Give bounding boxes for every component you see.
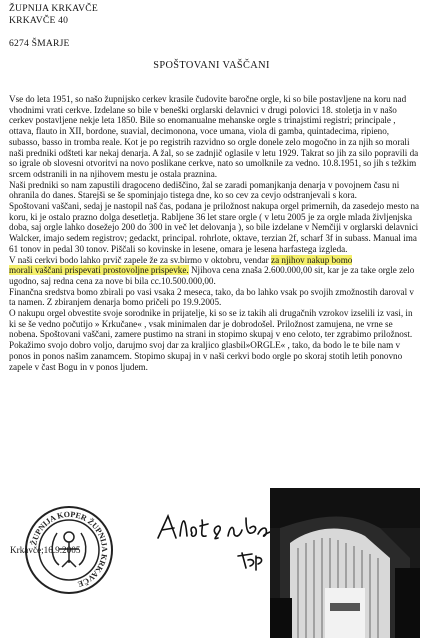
paragraph-price bbox=[9, 255, 421, 287]
sender-street: KRKAVČE 40 bbox=[9, 15, 69, 26]
sender-postcode-city: 6274 ŠMARJE bbox=[9, 38, 70, 49]
letter-body bbox=[9, 94, 421, 372]
paragraph-appeal: O nakupu orgel obvestite svoje sorodnike in prijatelje, ki so se iz takih ali drugačnih vzrokov izselili iz vasi, in ki se še vedno počutijo » Krkučane« , vsak minimalen dar je dobrodošel. Priložnost zamujena, ne vrne se nobena. Spoštovani vaščani, zamere pustimo na strani in stopimo skupaj v eno celoto, ter zgrabimo priložnost. Pokažimo svojo dobro voljo, darujmo svoj dar za kraljico glasbil»ORGLE« , tako, da bodo le te bile nam v ponos in ponos našim zanamcem. Stopimo skupaj in v naši cerkvi bodo orgle po skoraj stotih letih ponovno zapele v čast Bogu in v ponos ljudem. bbox=[9, 308, 413, 372]
sender-parish-name: ŽUPNIJA KRKAVČE bbox=[9, 3, 98, 14]
price-text-before: V naši cerkvi bodo lahko prvič zapele že za sv.birmo v oktobru, vendar bbox=[9, 254, 272, 265]
letter-title: SPOŠTOVANI VAŠČANI bbox=[153, 60, 270, 71]
signature-icon bbox=[150, 508, 275, 583]
paragraph-heritage: Naši predniki so nam zapustili dragoceno dediščino, žal se zaradi pomanjkanja denarja v povojnem času ni ohranila do danes. Starejši se še spominjajo tistega dne, ko so cev za cevjo odstranjevali s kora. bbox=[9, 179, 400, 201]
price-text-after: Njihova cena znaša 2.600.000,00 sit, kar je za take orgle zelo ugodno, saj redna cena za nove bi bila cc.10.500.000,00. bbox=[9, 265, 415, 286]
paragraph-opportunity: Spoštovani vaščani, sedaj je nastopil naš čas, podana je priložnost nakupa orgel primernih, da zasedejo mesto na koru, ki je ostalo prazno dolga desetletja. Rabljene 36 let stare orgle ( v letu 2005 je za orgle mlada življenjska doba, saj orgle lahko dosežejo 200 do 300 in več let delovanja ), so bile izdelane v Nemčiji v orglarski delavnici Walcker, imajo sedem registrov; gedackt, principal. rohrlote, oktave, terzian 2f, scharf 3f in subass. Manual ima 61 tonov in pedal 30 tonov. Piščali so kovinske in lesene, omara je lesena harfastega izgleda. bbox=[9, 201, 420, 254]
svg-text:ŽUPNIJA KOPER ŽUPNIJA KRKAVČE: ŽUPNIJA KOPER ŽUPNIJA KRKAVČE bbox=[29, 509, 110, 589]
place-and-date: Krkavče;16.9.2005 bbox=[10, 545, 81, 555]
organ-pipes-photo bbox=[270, 488, 420, 638]
highlighted-text-1: za njihov nakup bomo bbox=[271, 254, 353, 265]
paragraph-history: Vse do leta 1951, so našo župnijsko cerkev krasile čudovite baročne orgle, ki so bile postavljene na koru nad vhodnimi vrati cerkve. Izdelane so bile v beneški orglarski delavnici v drugi polovici 18. stoletja in v našo cerkev postavljene nekje leta 1850. Bile so enomanualne mehanske orgle s trinajstimi registri; principale , ottava, flauto in XII, bordone, suavial, decimonona, voce umana, viola di gamba, quintadecima, ripieno, subasso, basso in tromba reale. Kot je po registrih razvidno so orgle donele zelo mogočno in za njih so morali naši predniki odšteti kar nekaj denarja. A žal, so se zadnjič oglasile v letu 1929. Takrat so jih za silo popravili da so igrale ob slovesni otvoritvi na novo poslikane cerkve, nato so umolknile za vedno. 10.8.1951, so jih s težkim srcem odstranili in na njihovem mestu je ostala praznina. bbox=[9, 94, 419, 179]
paragraph-collection: Finančna sredstva bomo zbirali po vasi vsaka 2 meseca, tako, da bo lahko vsak po svojih zmožnostih daroval v ta namen. Z zbiranjem denarja bomo pričeli po 19.9.2005. bbox=[9, 286, 414, 308]
highlighted-text-2: morali vaščani prispevati prostovoljne prispevke. bbox=[9, 265, 189, 276]
